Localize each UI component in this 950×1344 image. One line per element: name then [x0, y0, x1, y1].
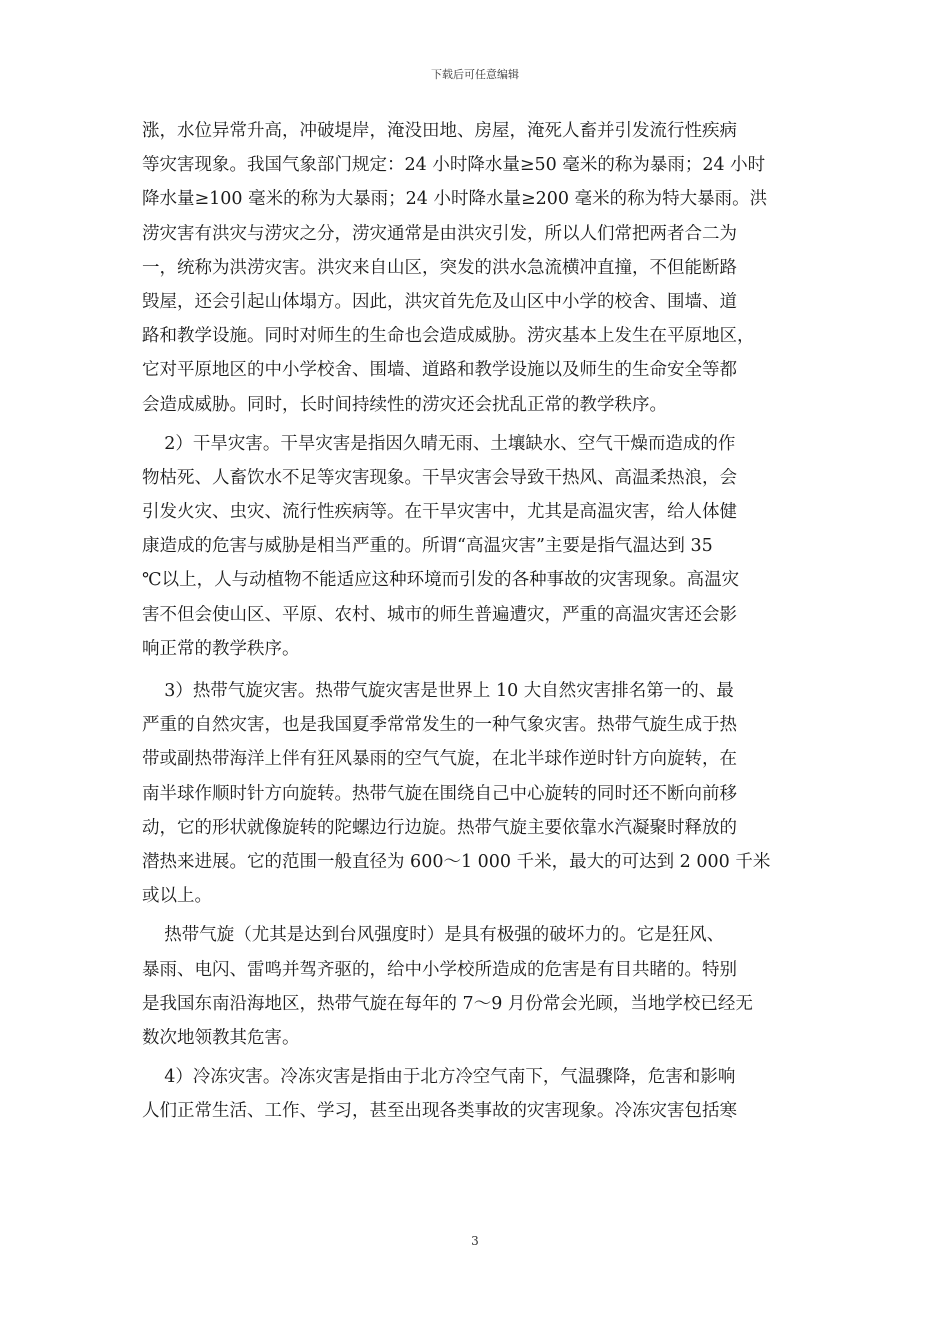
text-line: 毁屋，还会引起山体塌方。因此，洪灾首先危及山区中小学的校舍、围墙、道: [142, 291, 737, 312]
text-line: 降水量≥100 毫米的称为大暴雨；24 小时降水量≥200 毫米的称为特大暴雨。洪: [142, 189, 768, 210]
text-line: 热带气旋（尤其是达到台风强度时）是具有极强的破坏力的。它是狂风、: [142, 925, 725, 946]
text-line: 南半球作顺时针方向旋转。热带气旋在围绕自己中心旋转的同时还不断向前移: [142, 783, 737, 804]
text-line: 或以上。: [142, 886, 212, 907]
text-line: 涝灾害有洪灾与涝灾之分，涝灾通常是由洪灾引发，所以人们常把两者合二为: [142, 223, 737, 244]
text-line: 害不但会使山区、平原、农村、城市的师生普遍遭灾，严重的高温灾害还会影: [142, 604, 737, 625]
text-line: 康造成的危害与威胁是相当严重的。所谓“高温灾害”主要是指气温达到 35: [142, 536, 713, 557]
text-line: 动，它的形状就像旋转的陀螺边行边旋。热带气旋主要依靠水汽凝聚时释放的: [142, 817, 737, 838]
text-line: 严重的自然灾害，也是我国夏季常常发生的一种气象灾害。热带气旋生成于热: [142, 715, 737, 736]
text-line: 是我国东南沿海地区，热带气旋在每年的 7～9 月份常会光顾，当地学校已经无: [142, 993, 753, 1014]
text-line: 3）热带气旋灾害。热带气旋灾害是世界上 10 大自然灾害排名第一的、最: [142, 681, 734, 701]
text-line: 它对平原地区的中小学校舍、围墙、道路和教学设施以及师生的生命安全等都: [142, 360, 737, 381]
page-number: 3: [471, 1234, 479, 1248]
text-line: 潜热来进展。它的范围一般直径为 600～1 000 千米，最大的可达到 2 000 千米: [142, 851, 771, 872]
paragraph: [142, 427, 808, 666]
text-line: 数次地领教其危害。: [142, 1027, 300, 1048]
text-line: 人们正常生活、工作、学习，甚至出现各类事故的灾害现象。冷冻灾害包括寒: [142, 1101, 737, 1122]
document-body: [142, 114, 808, 1128]
paragraph: [142, 114, 808, 422]
text-line: 带或副热带海洋上伴有狂风暴雨的空气气旋，在北半球作逆时针方向旋转，在: [142, 749, 737, 770]
text-line: 4）冷冻灾害。冷冻灾害是指由于北方冷空气南下，气温骤降，危害和影响: [142, 1067, 736, 1088]
page-header: 下载后可任意编辑: [431, 68, 519, 81]
paragraph: [142, 674, 808, 913]
text-line: ℃以上，人与动植物不能适应这种环境而引发的各种事故的灾害现象。高温灾: [142, 570, 740, 591]
text-line: 等灾害现象。我国气象部门规定：24 小时降水量≥50 毫米的称为暴雨；24 小时: [142, 155, 766, 176]
text-line: 引发火灾、虫灾、流行性疾病等。在干旱灾害中，尤其是高温灾害，给人体健: [142, 502, 737, 523]
text-line: 暴雨、电闪、雷鸣并驾齐驱的，给中小学校所造成的危害是有目共睹的。特别: [142, 959, 737, 980]
paragraph-list: [142, 114, 808, 1128]
text-line: 涨，水位异常升高，冲破堤岸，淹没田地、房屋，淹死人畜并引发流行性疾病: [142, 121, 737, 141]
text-line: 路和教学设施。同时对师生的生命也会造成威胁。涝灾基本上发生在平原地区，: [142, 326, 755, 347]
text-line: 会造成威胁。同时，长时间持续性的涝灾还会扰乱正常的教学秩序。: [142, 394, 667, 415]
text-line: 物枯死、人畜饮水不足等灾害现象。干旱灾害会导致干热风、高温柔热浪，会: [142, 467, 737, 488]
text-line: 2）干旱灾害。干旱灾害是指因久晴无雨、土壤缺水、空气干燥而造成的作: [142, 433, 736, 454]
paragraph: [142, 918, 808, 1055]
text-line: 一，统称为洪涝灾害。洪灾来自山区，突发的洪水急流横冲直撞，不但能断路: [142, 257, 737, 278]
paragraph: [142, 1060, 808, 1128]
text-line: 响正常的教学秩序。: [142, 638, 300, 659]
